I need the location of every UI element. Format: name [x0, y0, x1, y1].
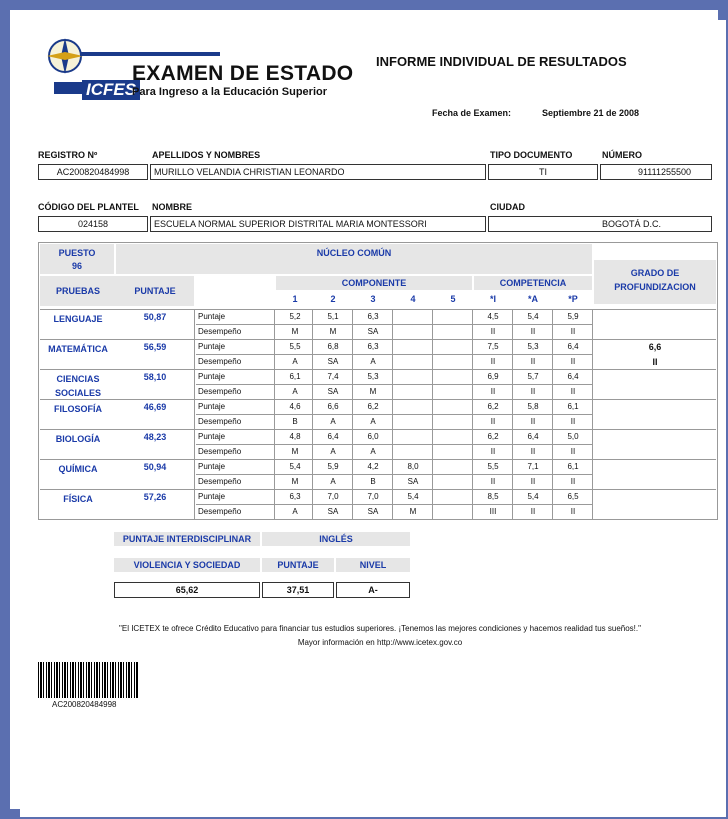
competencia-level: II	[530, 327, 536, 336]
component-level: B	[292, 417, 298, 426]
competencia-score: 5,8	[527, 402, 539, 411]
violencia-value: 65,62	[114, 582, 260, 598]
subject-name: LENGUAJE	[53, 314, 103, 324]
subject-name: CIENCIAS SOCIALES	[54, 374, 101, 398]
component-score: 5,4	[289, 462, 301, 471]
component-score: 5,5	[289, 342, 301, 351]
nombre-value: ESCUELA NORMAL SUPERIOR DISTRITAL MARIA MONTESSORI	[150, 216, 486, 232]
component-score: 6,6	[327, 402, 339, 411]
row-mid-divider	[196, 354, 592, 355]
component-score: 7,0	[367, 492, 379, 501]
component-score: 6,3	[289, 492, 301, 501]
subject-score: 50,87	[143, 312, 167, 322]
column-divider	[194, 309, 195, 519]
document-body	[20, 20, 726, 817]
interdisciplinar-label: PUNTAJE INTERDISCIPLINAR	[122, 534, 252, 544]
component-level: M	[291, 447, 299, 456]
competencia-score: 5,3	[527, 342, 539, 351]
component-score: 5,9	[327, 462, 339, 471]
subject-score: 50,94	[143, 462, 167, 472]
component-score: 6,2	[367, 402, 379, 411]
competencia-score: 6,1	[567, 462, 579, 471]
competencia-level: II	[530, 387, 536, 396]
competencia-score: 7,1	[527, 462, 539, 471]
competencia-level: II	[490, 357, 496, 366]
competencia-level: II	[490, 417, 496, 426]
component-level: M	[291, 477, 299, 486]
report-title: INFORME INDIVIDUAL DE RESULTADOS	[376, 54, 627, 69]
puntaje-row-label: Puntaje	[198, 492, 226, 501]
competencia-level: II	[570, 447, 576, 456]
tipo-doc-label: TIPO DOCUMENTO	[490, 150, 573, 160]
registro-value: AC200820484998	[38, 164, 148, 180]
row-divider	[40, 459, 716, 460]
competencia-score: 6,4	[527, 432, 539, 441]
component-col-2: 2	[330, 294, 336, 304]
component-level: A	[370, 447, 376, 456]
subject-name: FÍSICA	[63, 494, 93, 504]
pruebas-label: PRUEBAS	[55, 286, 100, 296]
competencia-score: 6,4	[567, 372, 579, 381]
desempeno-row-label: Desempeño	[198, 357, 242, 366]
competencia-score: 6,9	[487, 372, 499, 381]
violencia-label: VIOLENCIA Y SOCIEDAD	[133, 560, 241, 570]
row-divider	[40, 429, 716, 430]
component-level: M	[329, 327, 337, 336]
plantel-value: 024158	[38, 216, 148, 232]
puesto-value: 96	[71, 261, 82, 271]
row-mid-divider	[196, 474, 592, 475]
component-score: 5,4	[407, 492, 419, 501]
component-level: M	[369, 387, 377, 396]
barcode-text: AC200820484998	[52, 700, 117, 709]
brand-title: EXAMEN DE ESTADO	[132, 62, 354, 85]
component-score: 4,8	[289, 432, 301, 441]
competencia-level: II	[530, 417, 536, 426]
row-mid-divider	[196, 504, 592, 505]
competencia-score: 5,9	[567, 312, 579, 321]
competencia-score: 5,7	[527, 372, 539, 381]
column-divider	[432, 309, 433, 519]
component-level: A	[292, 387, 298, 396]
competencia-score: 5,4	[527, 312, 539, 321]
competencia-level: II	[490, 447, 496, 456]
competencia-level: II	[490, 477, 496, 486]
tipo-doc-value: TI	[488, 164, 598, 180]
component-score: 8,0	[407, 462, 419, 471]
competencia-score: 5,5	[487, 462, 499, 471]
nombres-value: MURILLO VELANDIA CHRISTIAN LEONARDO	[150, 164, 486, 180]
competencia-level: II	[570, 357, 576, 366]
ingles-puntaje-value: 37,51	[262, 582, 334, 598]
competencia-level: II	[570, 327, 576, 336]
component-level: SA	[367, 507, 379, 516]
competencia-level: II	[490, 387, 496, 396]
component-score: 5,3	[367, 372, 379, 381]
component-level: M	[291, 327, 299, 336]
brand-bar	[80, 52, 220, 56]
row-divider	[40, 369, 716, 370]
component-score: 7,4	[327, 372, 339, 381]
component-score: 6,3	[367, 312, 379, 321]
competencia-label: COMPETENCIA	[499, 278, 567, 288]
nombres-label: APELLIDOS Y NOMBRES	[152, 150, 261, 160]
component-level: A	[330, 447, 336, 456]
column-divider	[592, 309, 593, 519]
component-level: SA	[367, 327, 379, 336]
column-divider	[472, 309, 473, 519]
competencia-level: II	[530, 477, 536, 486]
desempeno-row-label: Desempeño	[198, 387, 242, 396]
competencia-level: II	[530, 507, 536, 516]
component-col-4: 4	[410, 294, 416, 304]
component-level: A	[370, 417, 376, 426]
competencia-score: 6,2	[487, 432, 499, 441]
componente-label: COMPONENTE	[341, 278, 407, 288]
row-divider	[40, 309, 716, 310]
row-divider	[40, 489, 716, 490]
competencia-score: 8,5	[487, 492, 499, 501]
puntaje-row-label: Puntaje	[198, 402, 226, 411]
component-level: M	[409, 507, 417, 516]
subject-score: 56,59	[143, 342, 167, 352]
column-divider	[274, 309, 275, 519]
row-mid-divider	[196, 444, 592, 445]
icfes-logo	[42, 34, 137, 99]
component-score: 6,4	[327, 432, 339, 441]
component-level: B	[370, 477, 376, 486]
grado-label: GRADO DE PROFUNDIZACION	[614, 268, 696, 292]
ciudad-label: CIUDAD	[490, 202, 525, 212]
competencia-score: 6,4	[567, 342, 579, 351]
competencia-score: 5,4	[527, 492, 539, 501]
competencia-level: II	[490, 327, 496, 336]
icetex-message: "El ICETEX te ofrece Crédito Educativo para financiar tus estudios superiores. ¡Tenemos las mejores condiciones y hacemos realidad tus sueños!."	[119, 624, 641, 633]
component-level: SA	[407, 477, 419, 486]
competencia-level: III	[489, 507, 497, 516]
subject-score: 48,23	[143, 432, 167, 442]
ingles-nivel-label: NIVEL	[359, 560, 387, 570]
component-score: 6,3	[367, 342, 379, 351]
column-divider	[352, 309, 353, 519]
component-level: SA	[327, 507, 339, 516]
component-col-1: 1	[292, 294, 298, 304]
ingles-nivel-value: A-	[336, 582, 410, 598]
component-score: 6,0	[367, 432, 379, 441]
nombre-label: NOMBRE	[152, 202, 192, 212]
subject-score: 58,10	[143, 372, 167, 382]
component-level: A	[330, 417, 336, 426]
puntaje-header: PUNTAJE	[134, 286, 176, 296]
component-level: SA	[327, 357, 339, 366]
row-mid-divider	[196, 414, 592, 415]
desempeno-row-label: Desempeño	[198, 507, 242, 516]
component-score: 7,0	[327, 492, 339, 501]
competencia-level: II	[570, 387, 576, 396]
numero-label: NÚMERO	[602, 150, 642, 160]
competencia-level: II	[530, 447, 536, 456]
grado-level: II	[652, 357, 658, 367]
competencia-score: 6,1	[567, 402, 579, 411]
competencia-score: 6,2	[487, 402, 499, 411]
puntaje-row-label: Puntaje	[198, 312, 226, 321]
component-level: A	[330, 477, 336, 486]
competencia-level: II	[570, 507, 576, 516]
column-divider	[512, 309, 513, 519]
subject-name: FILOSOFÍA	[54, 404, 102, 414]
competencia-score: 6,5	[567, 492, 579, 501]
exam-date-label: Fecha de Examen:	[432, 108, 512, 118]
puntaje-row-label: Puntaje	[198, 432, 226, 441]
row-divider	[40, 339, 716, 340]
desempeno-row-label: Desempeño	[198, 417, 242, 426]
component-score: 6,8	[327, 342, 339, 351]
desempeno-row-label: Desempeño	[198, 327, 242, 336]
subject-name: BIOLOGÍA	[55, 434, 101, 444]
numero-value: 91111255500	[600, 164, 712, 180]
exam-date-value: Septiembre 21 de 2008	[542, 108, 640, 118]
logo-text: ICFES	[82, 80, 140, 100]
competencia-score: 4,5	[487, 312, 499, 321]
puntaje-row-label: Puntaje	[198, 342, 226, 351]
ingles-label: INGLÉS	[319, 534, 353, 544]
desempeno-row-label: Desempeño	[198, 447, 242, 456]
puntaje-row-label: Puntaje	[198, 462, 226, 471]
competencia-level: II	[570, 477, 576, 486]
registro-label: REGISTRO Nº	[38, 150, 98, 160]
component-col-5: 5	[450, 294, 456, 304]
row-divider	[40, 399, 716, 400]
puesto-label: PUESTO	[58, 248, 96, 258]
column-divider	[392, 309, 393, 519]
subject-score: 57,26	[143, 492, 167, 502]
nucleo-label: NÚCLEO COMÚN	[316, 248, 392, 258]
component-score: 5,2	[289, 312, 301, 321]
component-score: 6,1	[289, 372, 301, 381]
component-score: 4,2	[367, 462, 379, 471]
component-col-3: 3	[370, 294, 376, 304]
competencia-level: II	[570, 417, 576, 426]
icetex-link[interactable]: Mayor información en http://www.icetex.gov.co	[297, 638, 463, 647]
column-divider	[552, 309, 553, 519]
component-level: A	[370, 357, 376, 366]
competencia-score: 5,0	[567, 432, 579, 441]
component-level: A	[292, 507, 298, 516]
competencia-col-0: *I	[489, 294, 496, 304]
subject-name: QUÍMICA	[58, 464, 98, 474]
component-score: 5,1	[327, 312, 339, 321]
row-mid-divider	[196, 384, 592, 385]
component-score: 4,6	[289, 402, 301, 411]
column-divider	[312, 309, 313, 519]
subject-name: MATEMÁTICA	[48, 344, 108, 354]
row-mid-divider	[196, 324, 592, 325]
puntaje-row-label: Puntaje	[198, 372, 226, 381]
ciudad-value: BOGOTÁ D.C.	[488, 216, 712, 232]
component-level: A	[292, 357, 298, 366]
brand-subtitle: Para Ingreso a la Educación Superior	[132, 86, 328, 98]
competencia-level: II	[530, 357, 536, 366]
competencia-col-1: *A	[527, 294, 538, 304]
subject-score: 46,69	[143, 402, 167, 412]
desempeno-row-label: Desempeño	[198, 477, 242, 486]
ingles-puntaje-label: PUNTAJE	[277, 560, 319, 570]
competencia-col-2: *P	[568, 294, 578, 304]
barcode	[38, 662, 138, 698]
grado-value: 6,6	[648, 342, 662, 352]
competencia-score: 7,5	[487, 342, 499, 351]
plantel-label: CÓDIGO DEL PLANTEL	[38, 202, 139, 212]
component-level: SA	[327, 387, 339, 396]
